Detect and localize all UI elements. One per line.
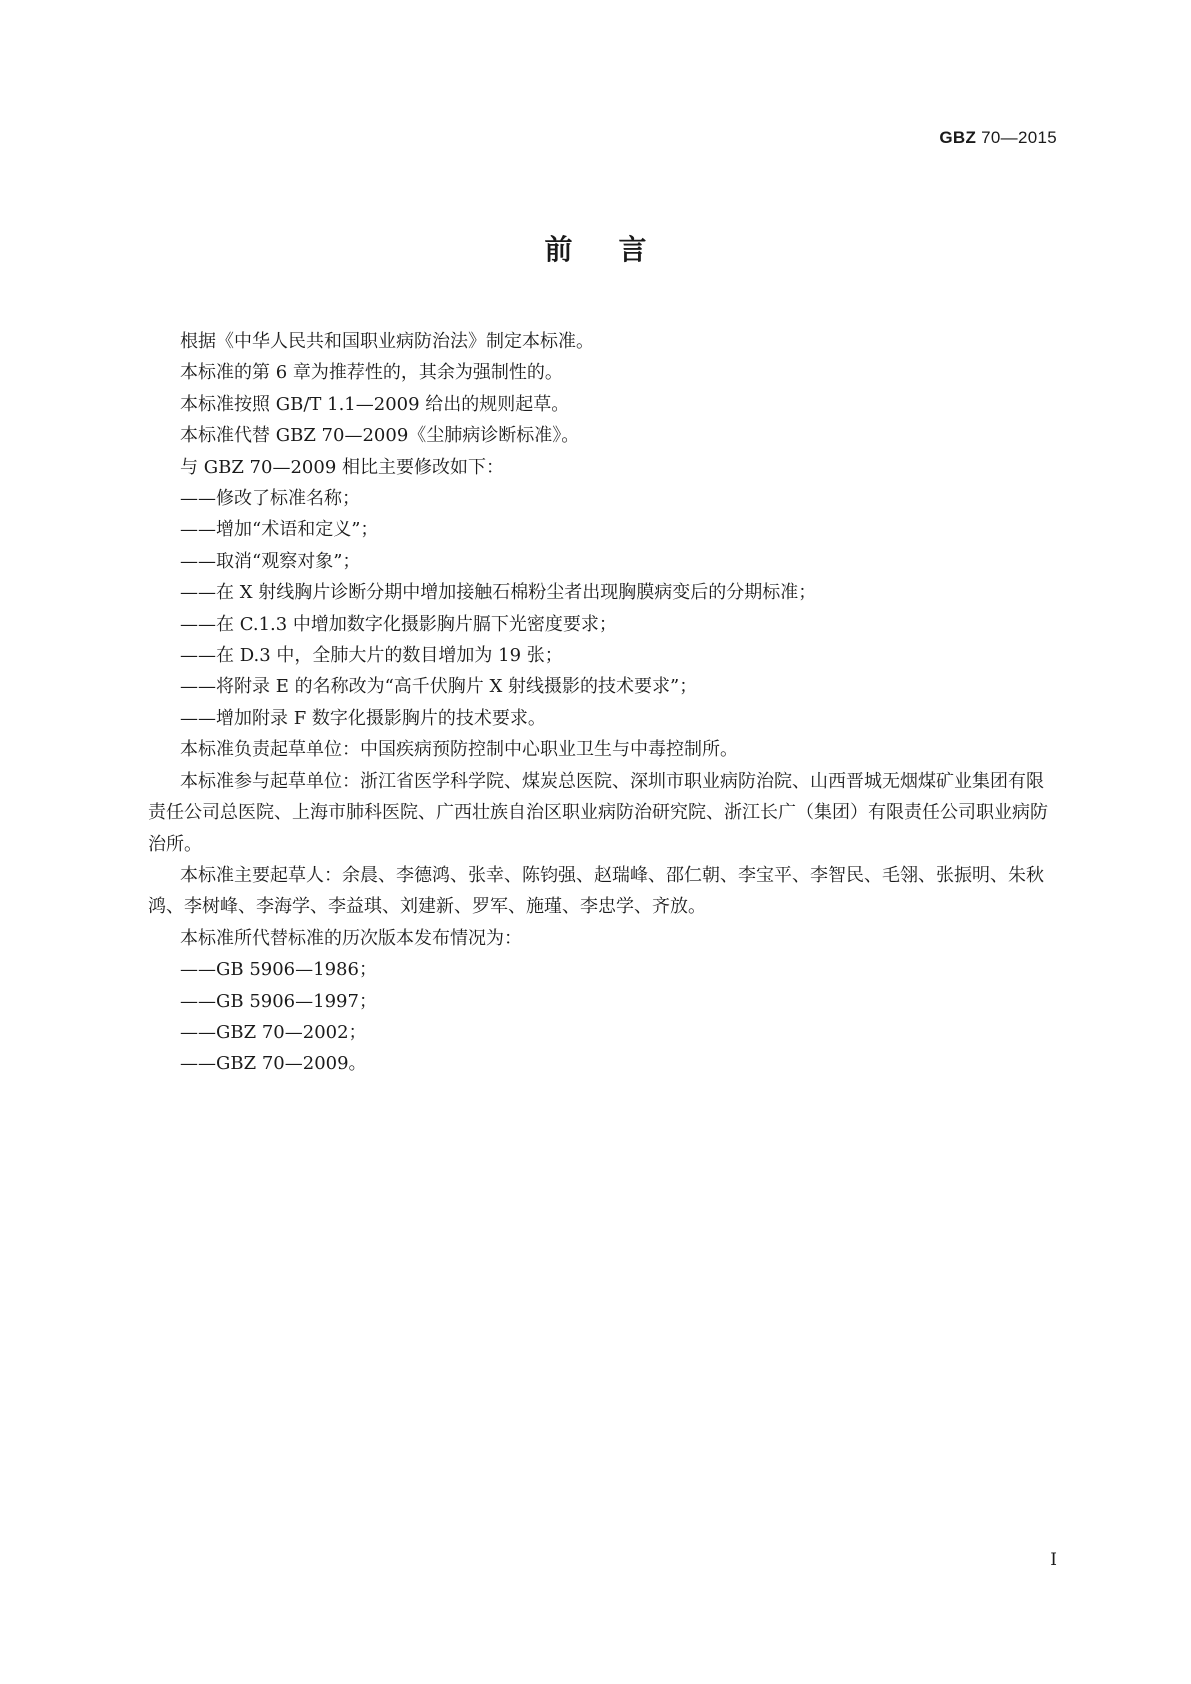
version-item: ——GB 5906—1997； [180,990,377,1012]
paragraph-version-history: 本标准所代替标准的历次版本发布情况为： [180,927,522,949]
paragraph-participating-units: 本标准参与起草单位：浙江省医学科学院、煤炭总医院、深圳市职业病防治院、山西晋城无烟煤矿业集团有限责任公司总医院、上海市肺科医院、广西壮族自治区职业病防治研究院、浙江长广（集团）有限责任公司职业病防治所。 [148,770,1048,855]
version-item: ——GB 5906—1986； [180,959,377,981]
change-item: ——增加附录 F 数字化摄影胸片的技术要求。 [180,707,546,729]
change-item: ——在 X 射线胸片诊断分期中增加接触石棉粉尘者出现胸膜病变后的分期标准； [180,582,817,604]
change-item: ——在 C.1.3 中增加数字化摄影胸片膈下光密度要求； [180,613,617,635]
paragraph-chapter-6: 本标准的第 6 章为推荐性的，其余为强制性的。 [180,362,563,384]
paragraph-changes-intro: 与 GBZ 70—2009 相比主要修改如下： [180,456,504,478]
paragraph-replaces: 本标准代替 GBZ 70—2009《尘肺病诊断标准》。 [180,425,580,447]
paragraph-drafting-rules: 本标准按照 GB/T 1.1—2009 给出的规则起草。 [180,393,570,415]
standard-code-prefix: GBZ [939,128,977,147]
paragraph-main-drafters: 本标准主要起草人：余晨、李德鸿、张幸、陈钧强、赵瑞峰、邵仁朝、李宝平、李智民、毛翎、张振明、朱秋鸿、李树峰、李海学、李益琪、刘建新、罗军、施瑾、李忠学、齐放。 [148,864,1044,918]
page-title: 前言 [544,233,693,266]
foreword-body [148,326,1061,1080]
page-number: I [1050,1550,1057,1570]
standard-code-number: 70—2015 [976,128,1057,147]
paragraph-responsible-unit: 本标准负责起草单位：中国疾病预防控制中心职业卫生与中毒控制所。 [180,739,738,761]
change-item: ——在 D.3 中，全肺大片的数目增加为 19 张； [180,645,563,667]
change-item: ——将附录 E 的名称改为“高千伏胸片 X 射线摄影的技术要求”； [180,676,698,698]
version-item: ——GBZ 70—2009。 [180,1053,367,1075]
change-item: ——增加“术语和定义”； [180,519,379,541]
change-item: ——修改了标准名称； [180,488,360,510]
change-item: ——取消“观察对象”； [180,550,361,572]
paragraph-legal-basis: 根据《中华人民共和国职业病防治法》制定本标准。 [180,331,594,352]
standard-code [939,128,1057,148]
version-item: ——GBZ 70—2002； [180,1021,367,1043]
